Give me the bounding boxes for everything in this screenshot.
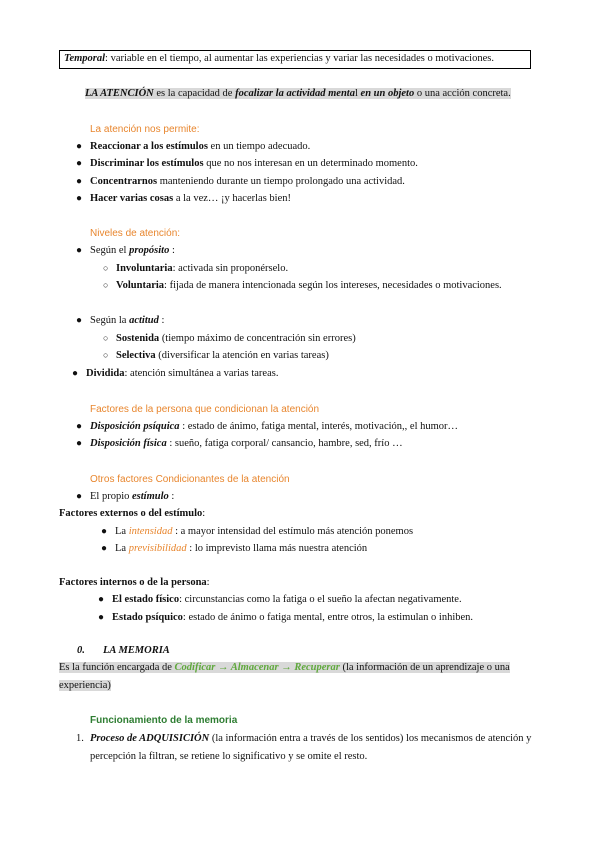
bullet-icon: ●	[98, 612, 105, 623]
temporal-label: Temporal	[64, 53, 106, 64]
atencion-def-bold-1: focalizar la actividad menta	[235, 88, 355, 99]
memoria-title: LA MEMORIA	[103, 645, 170, 656]
bullet-icon: ●	[101, 543, 108, 554]
list-item: Sostenida (tiempo máximo de concentración sin errores)	[116, 333, 356, 344]
bullet-icon: ●	[76, 141, 83, 152]
list-item: Disposición psíquica : estado de ánimo, fatiga mental, interés, motivación,, el humor…	[90, 421, 459, 432]
list-item: Estado psíquico: estado de ánimo o fatiga mental, entre otros, la estimulan o inhiben.	[112, 612, 474, 623]
list-item: Involuntaria: activada sin proponérselo.	[116, 263, 289, 274]
internos-label: Factores internos o de la persona:	[59, 577, 210, 588]
list-item: El estado físico: circunstancias como la fatiga o el sueño la afectan negativamente.	[112, 594, 462, 605]
circle-bullet-icon: ○	[103, 263, 109, 273]
atencion-definition	[85, 88, 511, 99]
atencion-def-text-3: o una acción concreta.	[414, 88, 511, 99]
temporal-box	[59, 50, 531, 69]
circle-bullet-icon: ○	[103, 350, 109, 360]
atencion-def-text-2: l	[354, 88, 361, 99]
atencion-def-bold-2: en un objeto	[360, 88, 415, 99]
bullet-icon: ●	[76, 438, 83, 449]
list-item: La previsibilidad : lo imprevisto llama más nuestra atención	[115, 543, 368, 554]
adquisicion-line-1: Proceso de ADQUISICIÓN (la información entra a través de los sentidos) los mecanismos de atención y	[90, 733, 532, 744]
bullet-icon: ●	[76, 245, 83, 256]
externos-label: Factores externos o del estímulo:	[59, 508, 206, 519]
bullet-icon: ●	[76, 315, 83, 326]
list-number: 1.	[76, 733, 84, 744]
funcionamiento-heading: Funcionamiento de la memoria	[90, 715, 238, 726]
permite-heading: La atención nos permite:	[90, 124, 200, 135]
list-item: Concentrarnos manteniendo durante un tiempo prolongado una actividad.	[90, 176, 405, 187]
list-item: Hacer varias cosas a la vez… ¡y hacerlas bien!	[90, 193, 291, 204]
temporal-text: : variable en el tiempo, al aumentar las experiencias y variar las necesidades o motivaciones.	[105, 53, 494, 64]
list-item: La intensidad : a mayor intensidad del estímulo más atención ponemos	[115, 526, 414, 537]
factores-persona-heading: Factores de la persona que condicionan la atención	[90, 404, 320, 415]
bullet-icon: ●	[76, 193, 83, 204]
bullet-icon: ●	[72, 368, 79, 379]
atencion-term: LA ATENCIÓN	[85, 88, 154, 99]
estimulo-line: El propio estímulo :	[90, 491, 175, 502]
bullet-icon: ●	[76, 421, 83, 432]
niveles-heading: Niveles de atención:	[90, 228, 181, 239]
memoria-definition-line-1: Es la función encargada de Codificar → Almacenar → Recuperar (la información de un aprendizaje o una	[59, 662, 510, 673]
bullet-icon: ●	[76, 158, 83, 169]
atencion-def-text-1: es la capacidad de	[153, 88, 236, 99]
bullet-icon: ●	[76, 491, 83, 502]
bullet-icon: ●	[101, 526, 108, 537]
list-item: Discriminar los estímulos que no nos interesan en un determinado momento.	[90, 158, 418, 169]
bullet-icon: ●	[98, 594, 105, 605]
dividida-line: Dividida: atención simultánea a varias tareas.	[86, 368, 279, 379]
otros-heading: Otros factores Condicionantes de la atención	[90, 474, 290, 485]
list-item: Disposición física : sueño, fatiga corporal/ cansancio, hambre, sed, frío …	[90, 438, 403, 449]
memoria-definition-line-2: experiencia)	[59, 680, 111, 691]
memoria-number: 0.	[77, 645, 85, 656]
proposito-line: Según el propósito :	[90, 245, 175, 256]
list-item: Voluntaria: fijada de manera intencionada según los intereses, necesidades o motivaciones.	[116, 280, 502, 291]
list-item: Reaccionar a los estímulos en un tiempo adecuado.	[90, 141, 311, 152]
bullet-icon: ●	[76, 176, 83, 187]
circle-bullet-icon: ○	[103, 333, 109, 343]
list-item: Selectiva (diversificar la atención en varias tareas)	[116, 350, 329, 361]
adquisicion-line-2: percepción la filtran, se retiene lo significativo y se omite el resto.	[90, 751, 368, 762]
actitud-line: Según la actitud :	[90, 315, 165, 326]
circle-bullet-icon: ○	[103, 280, 109, 290]
